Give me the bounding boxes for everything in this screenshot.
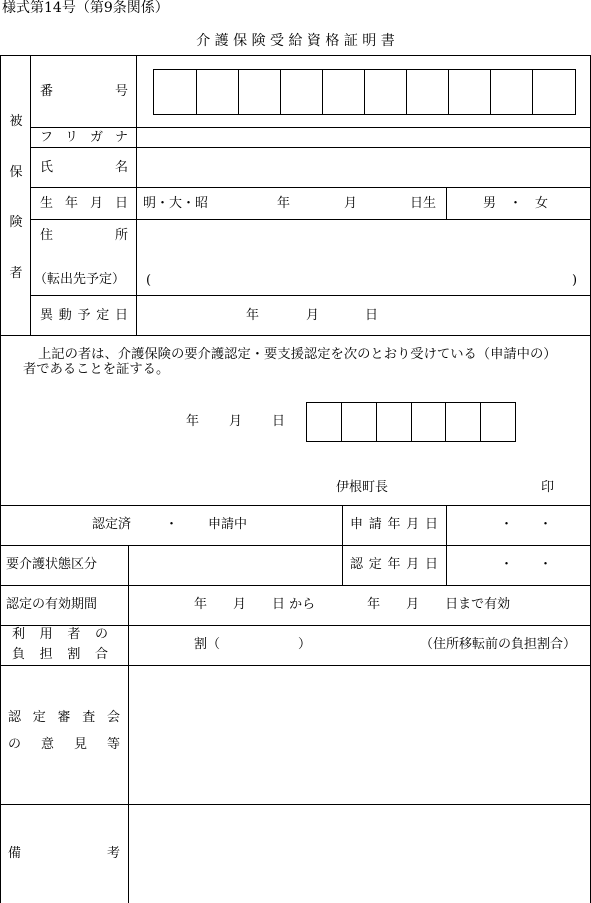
status-separator: ・ xyxy=(165,517,179,532)
birth-date-label: 生 年 月 日 xyxy=(40,196,128,211)
care-level-label: 要介護状態区分 xyxy=(6,557,98,572)
cert-year-unit: 年 xyxy=(186,414,200,429)
apply-date-dots: ・ ・ xyxy=(500,517,553,532)
move-day-unit: 日 xyxy=(365,308,379,323)
burden-label-line2: 負 担 割 合 xyxy=(12,647,108,662)
sex-divider xyxy=(446,187,447,219)
insured-char-1: 被 xyxy=(9,114,23,129)
cert-day-unit: 日 xyxy=(272,414,286,429)
move-date-label: 異 動 予 定 日 xyxy=(40,308,128,323)
insured-char-2: 保 xyxy=(9,164,23,180)
row-line xyxy=(30,219,591,220)
insured-char-3: 険 xyxy=(9,215,23,231)
move-year-unit: 年 xyxy=(246,308,260,323)
column-divider xyxy=(446,505,447,585)
document-title: 介 護 保 険 受 給 資 格 証 明 書 xyxy=(196,33,395,49)
status-certified[interactable]: 認定済 xyxy=(92,517,132,532)
forwarding-paren-close: ) xyxy=(572,273,578,288)
sex-options: 男 ・ 女 xyxy=(483,196,549,211)
cert-month-unit: 月 xyxy=(229,414,243,429)
burden-note: （住所移転前の負担割合） xyxy=(420,637,577,652)
section-line xyxy=(0,335,591,336)
forwarding-label: （転出先予定） xyxy=(34,272,126,287)
row-line xyxy=(0,804,591,805)
number-label: 番 号 xyxy=(40,84,128,99)
row-line xyxy=(0,585,591,586)
insured-section-label xyxy=(7,115,25,280)
statement-line1: 上記の者は、介護保険の要介護認定・要支援認定を次のとおり受けている（申請中の） xyxy=(38,347,557,362)
row-line xyxy=(0,545,591,546)
cert-date-label: 認 定 年 月 日 xyxy=(350,557,438,572)
validity-label: 認定の有効期間 xyxy=(6,597,98,612)
birth-day-unit: 日生 xyxy=(410,196,437,211)
row-line xyxy=(30,127,591,128)
birth-era: 明・大・昭 xyxy=(143,196,209,211)
address-label: 住 所 xyxy=(40,228,128,243)
issuer-name: 伊根町長 xyxy=(336,480,389,495)
birth-year-unit: 年 xyxy=(277,196,291,211)
seal-mark: 印 xyxy=(541,480,555,495)
form-frame xyxy=(0,55,591,903)
column-divider xyxy=(128,625,129,903)
row-line xyxy=(0,505,591,506)
number-digit-box xyxy=(154,70,533,114)
section-divider xyxy=(30,55,31,335)
column-divider xyxy=(128,585,129,625)
burden-label-line1: 利 用 者 の xyxy=(12,627,108,642)
form-number: 様式第14号（第9条関係） xyxy=(2,0,169,16)
apply-date-label: 申 請 年 月 日 xyxy=(350,517,438,532)
name-label: 氏 名 xyxy=(40,160,128,175)
row-line xyxy=(0,665,591,666)
date-digit-box xyxy=(307,403,481,441)
insured-number-boxes[interactable] xyxy=(153,69,576,115)
opinion-label-line1: 認 定 審 査 会 xyxy=(8,710,120,725)
column-divider xyxy=(128,545,129,585)
birth-month-unit: 月 xyxy=(344,196,358,211)
validity-period: 年 月 日 から 年 月 日まで有効 xyxy=(194,597,511,612)
cert-date-boxes[interactable] xyxy=(306,402,516,442)
move-month-unit: 月 xyxy=(306,308,320,323)
statement-line2: 者であることを証する。 xyxy=(23,362,170,377)
row-line xyxy=(30,147,591,148)
burden-ratio: 割（ ） xyxy=(194,637,312,652)
remarks-label: 備 考 xyxy=(8,846,120,861)
forwarding-paren-open: ( xyxy=(146,273,152,288)
cert-date-dots: ・ ・ xyxy=(500,557,553,572)
furigana-label: フ リ ガ ナ xyxy=(40,130,128,145)
row-line xyxy=(0,625,591,626)
opinion-label-line2: の 意 見 等 xyxy=(8,737,120,752)
insured-char-4: 者 xyxy=(9,265,23,281)
column-divider xyxy=(342,505,343,585)
row-line xyxy=(30,187,591,188)
status-applying[interactable]: 申請中 xyxy=(208,517,248,532)
label-divider xyxy=(136,55,137,335)
row-line xyxy=(30,295,591,296)
